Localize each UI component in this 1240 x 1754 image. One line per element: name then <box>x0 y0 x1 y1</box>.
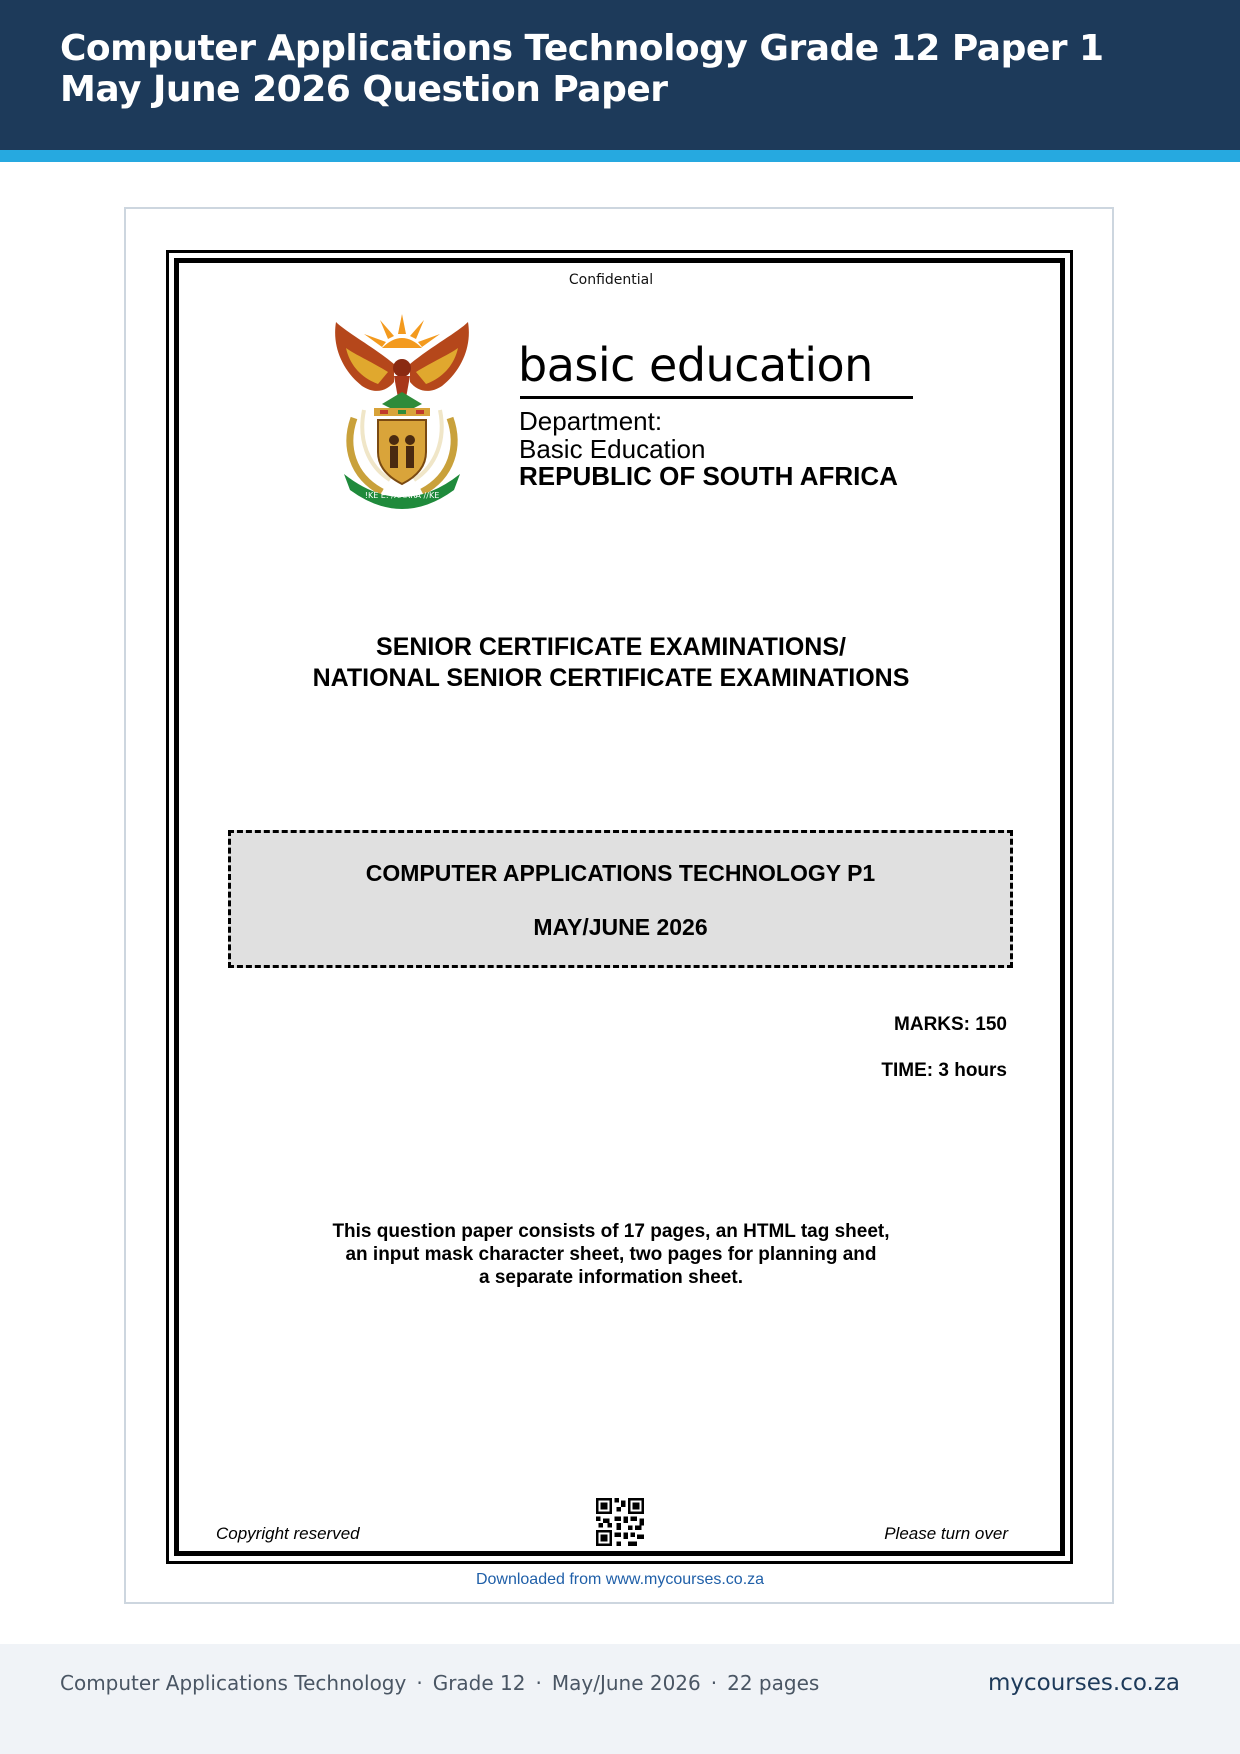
subject-title: COMPUTER APPLICATIONS TECHNOLOGY P1 <box>365 860 876 886</box>
time-label: TIME: 3 hours <box>881 1060 1007 1081</box>
exam-title-line-1: SENIOR CERTIFICATE EXAMINATIONS/ <box>376 633 846 661</box>
qr-code-icon <box>596 1498 644 1546</box>
site-footer <box>0 1644 1240 1754</box>
document-meta <box>60 1671 819 1695</box>
brand-underline <box>520 396 913 399</box>
meta-grade: Grade 12 <box>432 1671 526 1695</box>
meta-page-count: 22 pages <box>727 1671 820 1695</box>
meta-separator: · <box>416 1671 423 1695</box>
department-brand-name: basic education <box>518 338 873 392</box>
meta-separator: · <box>710 1671 718 1695</box>
subject-box <box>228 830 1013 968</box>
meta-subject: Computer Applications Technology <box>60 1671 407 1695</box>
paper-contents-line: This question paper consists of 17 pages, an HTML tag sheet, <box>332 1221 890 1242</box>
marks-label: MARKS: 150 <box>894 1014 1007 1035</box>
header-accent-stripe <box>0 150 1240 162</box>
department-name: Basic Education <box>519 434 706 464</box>
paper-contents-line: a separate information sheet. <box>479 1267 743 1288</box>
page-title: Computer Applications Technology Grade 12 Paper 1 May June 2026 Question Paper <box>60 28 1104 110</box>
exam-session: MAY/JUNE 2026 <box>533 914 708 940</box>
coat-of-arms-icon <box>322 306 482 510</box>
meta-separator: · <box>535 1671 542 1695</box>
svg-text:!KE E: /XARRA //KE: !KE E: /XARRA //KE <box>364 491 440 500</box>
department-label: Department: <box>519 406 663 436</box>
exam-title-line-2: NATIONAL SENIOR CERTIFICATE EXAMINATIONS <box>312 664 910 692</box>
copyright-note: Copyright reserved <box>216 1524 360 1543</box>
meta-session: May/June 2026 <box>551 1671 701 1695</box>
confidential-label: Confidential <box>568 272 654 288</box>
download-source-link[interactable]: Downloaded from www.mycourses.co.za <box>475 1571 765 1588</box>
paper-contents-note <box>0 1220 1222 1289</box>
paper-contents-line: an input mask character sheet, two pages for planning and <box>345 1244 877 1265</box>
turn-over-note: Please turn over <box>884 1524 1008 1543</box>
site-brand-link[interactable]: mycourses.co.za <box>988 1670 1180 1696</box>
country-name: REPUBLIC OF SOUTH AFRICA <box>519 461 898 491</box>
